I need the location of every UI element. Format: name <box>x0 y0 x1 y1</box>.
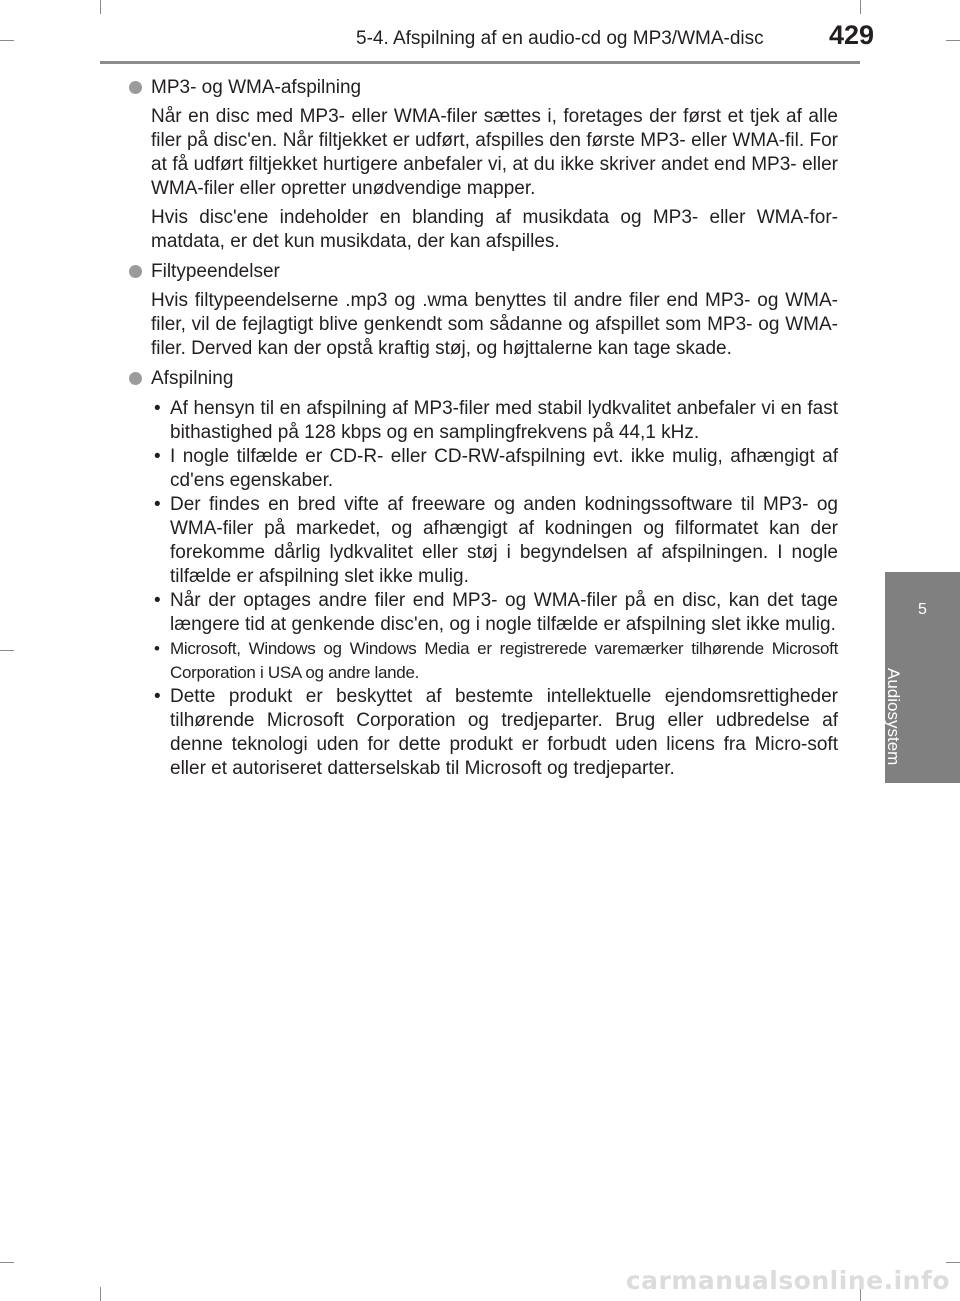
watermark-logo <box>626 1266 950 1295</box>
heading-text: Filtypeendelser <box>151 261 280 282</box>
list-item: • Microsoft, Windows og Windows Media er registrerede varemærker tilhørende Microsoft Corporation i USA og andre lande. <box>126 637 838 685</box>
bullet-dot-icon <box>129 265 142 278</box>
list-item: • I nogle tilfælde er CD-R- eller CD-RW-afspilning evt. ikke mulig, afhængigt af cd'ens egenskaber. <box>126 445 838 493</box>
section-title: 5-4. Afspilning af en audio-cd og MP3/WMA-disc <box>356 28 764 49</box>
watermark-text: carmanualsonline.info <box>625 1266 950 1295</box>
section-heading <box>126 76 838 100</box>
paragraph: Hvis filtypeendelserne .mp3 og .wma benyttes til andre filer end MP3- og WMA-filer, vil de fejlagtigt blive genkendt som sådanne og afspillet som MP3- og WMA-filer. Derved kan der opstå kraftig støj, og højttalerne kan tage skade. <box>151 290 838 359</box>
page-number: 429 <box>829 20 875 50</box>
crop-mark <box>946 1262 960 1263</box>
crop-mark <box>100 0 101 14</box>
crop-mark <box>0 1262 14 1263</box>
paragraph: Hvis disc'ene indeholder en blanding af musikdata og MP3- eller WMA-for-matdata, er det kun musikdata, der kan afspilles. <box>151 207 838 252</box>
crop-mark <box>946 40 960 41</box>
crop-mark <box>0 40 14 41</box>
header-divider <box>100 61 860 64</box>
paragraph: Når en disc med MP3- eller WMA-filer sættes i, foretages der først et tjek af alle filer på disc'en. Når filtjekket er udført, afspilles den første MP3- eller WMA-fil. For at få udført filtjekket hurtigere anbefaler vi, at du ikke skriver andet end MP3- eller WMA-filer eller opretter unødvendige mapper. <box>151 106 838 199</box>
section-heading <box>126 260 838 284</box>
page-content <box>126 76 838 781</box>
bullet-dot-icon <box>129 372 142 385</box>
list-item: • Af hensyn til en afspilning af MP3-filer med stabil lydkvalitet anbefaler vi en fast bithastighed på 128 kbps og en samplingfrekvens på 44,1 kHz. <box>126 397 838 445</box>
heading-text: MP3- og WMA-afspilning <box>151 77 362 98</box>
bullet-dot-icon <box>129 81 142 94</box>
crop-mark <box>860 0 861 14</box>
crop-mark <box>0 650 14 651</box>
heading-text: Afspilning <box>151 368 234 389</box>
chapter-number: 5 <box>918 601 927 618</box>
list-item: • Der findes en bred vifte af freeware og anden kodningssoftware til MP3- og WMA-filer på markedet, og afhængigt af kodningen og filformatet kan der forekomme dårlig lydkvalitet eller støj i begyndelsen af afspilningen. I nogle tilfælde er afspilning slet ikke mulig. <box>126 493 838 589</box>
list-item: • Når der optages andre filer end MP3- og WMA-filer på en disc, kan det tage længere tid at genkende disc'en, og i nogle tilfælde er afspilning slet ikke mulig. <box>126 589 838 637</box>
section-heading <box>126 367 838 391</box>
bullet-list <box>126 397 838 781</box>
chapter-label: Audiosystem <box>884 668 903 766</box>
list-item: • Dette produkt er beskyttet af bestemte intellektuelle ejendomsrettigheder tilhørende Microsoft Corporation og tredjeparter. Brug eller udbredelse af denne teknologi uden for dette produkt er forbudt uden licens fra Micro-soft eller et autoriseret datterselskab til Microsoft og tredjeparter. <box>126 685 838 781</box>
crop-mark <box>100 1287 101 1301</box>
